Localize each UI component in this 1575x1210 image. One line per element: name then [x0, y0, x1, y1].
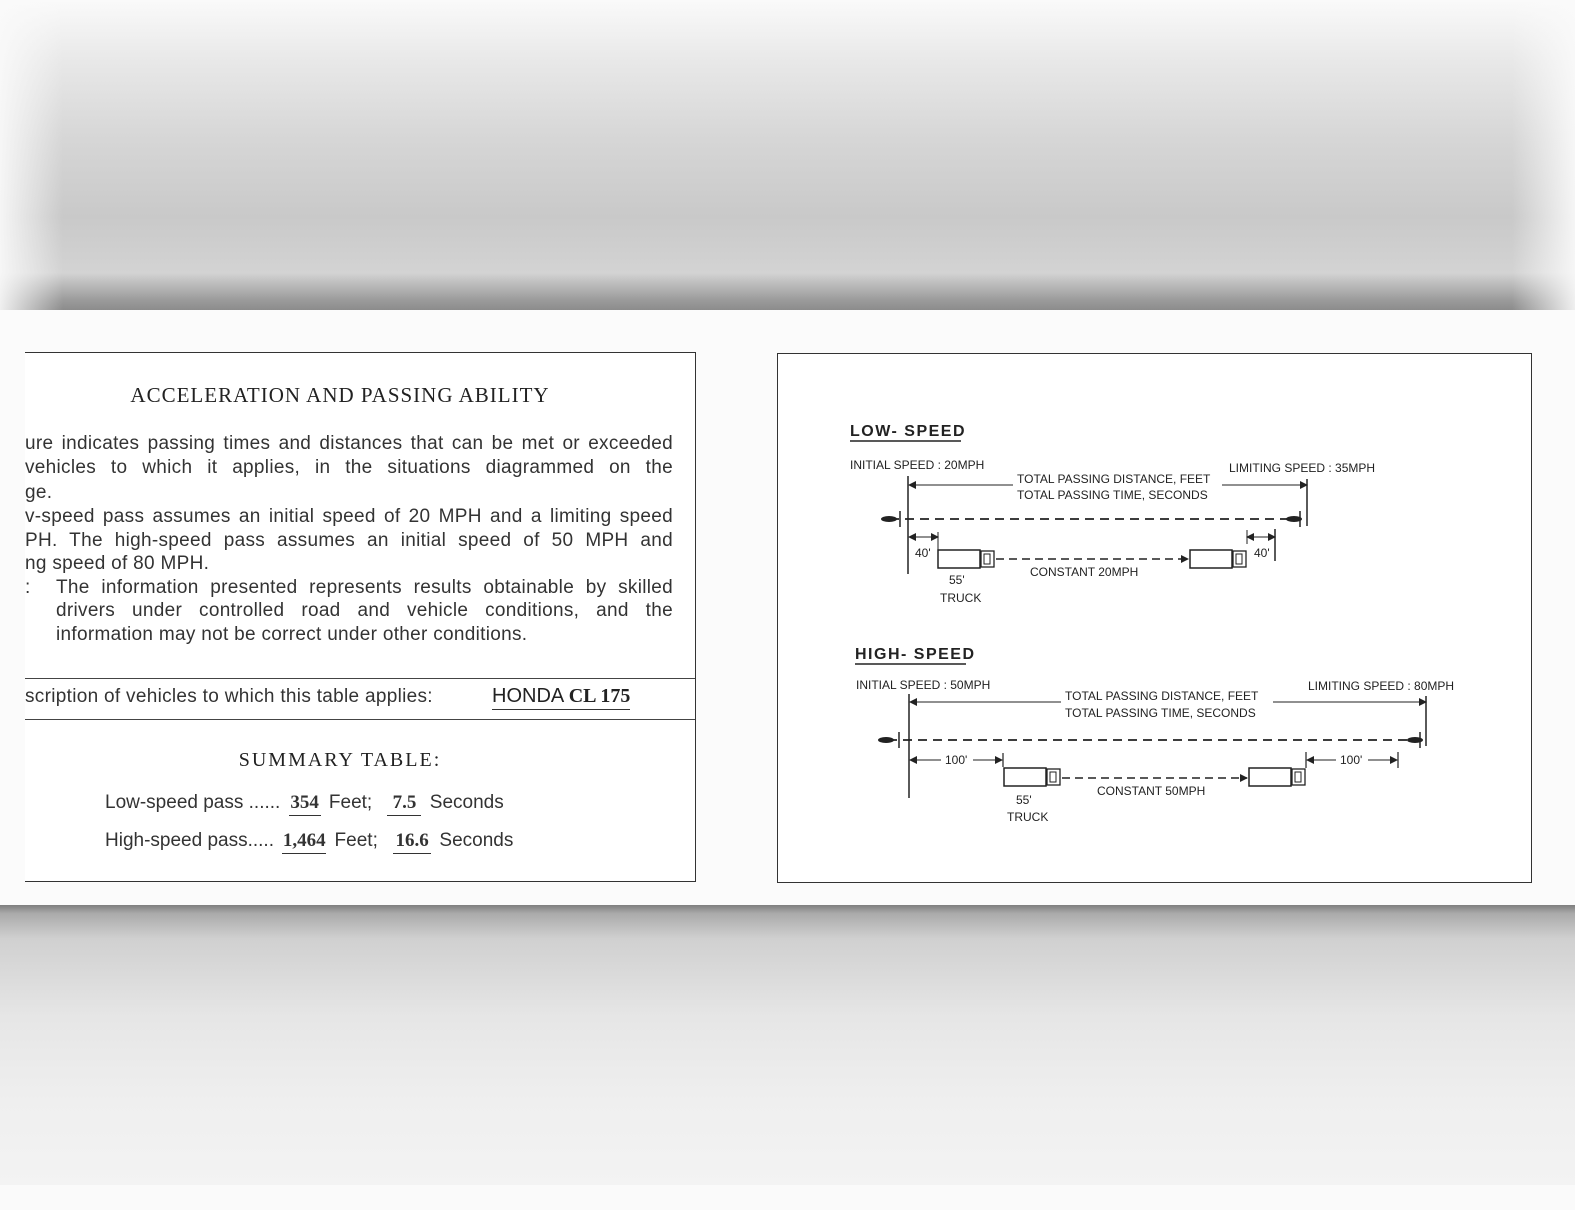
- summary-feet-value: 1,464: [282, 830, 326, 854]
- vehicle-model: CL 175: [568, 685, 631, 707]
- scan-background-top-fade: [0, 0, 1575, 310]
- summary-seconds-unit: Seconds: [429, 792, 504, 813]
- high-distance-label: TOTAL PASSING DISTANCE, FEET: [1065, 689, 1259, 703]
- high-truck-length: 55': [1016, 793, 1032, 807]
- vehicle-make: HONDA: [492, 685, 564, 707]
- high-speed-diagram: [855, 646, 1454, 824]
- summary-seconds-value: 16.6: [393, 830, 431, 854]
- divider: [25, 678, 695, 679]
- summary-label: High-speed pass.....: [105, 830, 274, 851]
- note-line: drivers under controlled road and vehicle conditions, and the: [56, 600, 673, 621]
- note-line: information may not be correct under other conditions.: [56, 624, 528, 645]
- high-truck-speed: CONSTANT 50MPH: [1097, 784, 1206, 798]
- low-speed-heading: LOW- SPEED: [850, 423, 967, 440]
- high-time-label: TOTAL PASSING TIME, SECONDS: [1065, 706, 1256, 720]
- scan-background-edge: [0, 1185, 1575, 1210]
- summary-seconds-unit: Seconds: [439, 830, 514, 851]
- high-speed-heading: HIGH- SPEED: [855, 646, 976, 663]
- low-gap-right: 40': [1254, 546, 1270, 560]
- low-gap-left: 40': [915, 546, 931, 560]
- description-label: scription of vehicles to which this table applies:: [25, 686, 433, 707]
- low-truck-length: 55': [949, 573, 965, 587]
- high-initial-speed: INITIAL SPEED : 50MPH: [856, 678, 991, 692]
- motorcycle-icon: [1407, 732, 1423, 748]
- truck-icon: [1004, 768, 1060, 786]
- paragraph-line: ge.: [25, 482, 53, 503]
- low-truck-label: TRUCK: [940, 591, 982, 605]
- summary-seconds-value: 7.5: [387, 792, 421, 816]
- paragraph-line: ure indicates passing times and distances that can be met or exceeded: [25, 433, 673, 454]
- low-limiting-speed: LIMITING SPEED : 35MPH: [1229, 461, 1376, 475]
- low-time-label: TOTAL PASSING TIME, SECONDS: [1017, 488, 1208, 502]
- high-gap-left: 100': [945, 753, 968, 767]
- summary-row-high-speed: [105, 830, 513, 854]
- low-initial-speed: INITIAL SPEED : 20MPH: [850, 458, 985, 472]
- passing-diagrams: [778, 354, 1531, 882]
- page-title: ACCELERATION AND PASSING ABILITY: [130, 383, 550, 407]
- left-page: [25, 352, 696, 882]
- vehicle-name: [492, 685, 630, 710]
- motorcycle-icon: [1286, 511, 1302, 527]
- summary-title: SUMMARY TABLE:: [238, 749, 442, 771]
- low-distance-label: TOTAL PASSING DISTANCE, FEET: [1017, 472, 1211, 486]
- summary-row-low-speed: [105, 792, 504, 816]
- high-gap-right: 100': [1340, 753, 1363, 767]
- truck-icon: [1190, 550, 1246, 568]
- summary-feet-unit: Feet;: [334, 830, 378, 851]
- paragraph-line: ng speed of 80 MPH.: [25, 553, 210, 574]
- high-limiting-speed: LIMITING SPEED : 80MPH: [1308, 679, 1455, 693]
- note-marker: :: [25, 577, 31, 598]
- paragraph-line: vehicles to which it applies, in the situations diagrammed on the: [25, 457, 673, 478]
- truck-icon: [1249, 768, 1305, 786]
- summary-feet-unit: Feet;: [328, 792, 373, 813]
- note-line: The information presented represents results obtainable by skilled: [56, 577, 673, 598]
- paragraph-line: v-speed pass assumes an initial speed of 20 MPH and a limiting speed: [25, 506, 673, 527]
- summary-feet-value: 354: [289, 792, 321, 816]
- high-truck-label: TRUCK: [1007, 810, 1049, 824]
- summary-label: Low-speed pass ......: [105, 792, 281, 813]
- low-speed-diagram: [850, 423, 1375, 605]
- right-page: [777, 353, 1532, 883]
- scan-background-bottom: [0, 905, 1575, 1185]
- paragraph-line: PH. The high-speed pass assumes an initial speed of 50 MPH and: [25, 530, 673, 551]
- low-truck-speed: CONSTANT 20MPH: [1030, 565, 1139, 579]
- divider: [25, 719, 695, 720]
- truck-icon: [938, 550, 994, 568]
